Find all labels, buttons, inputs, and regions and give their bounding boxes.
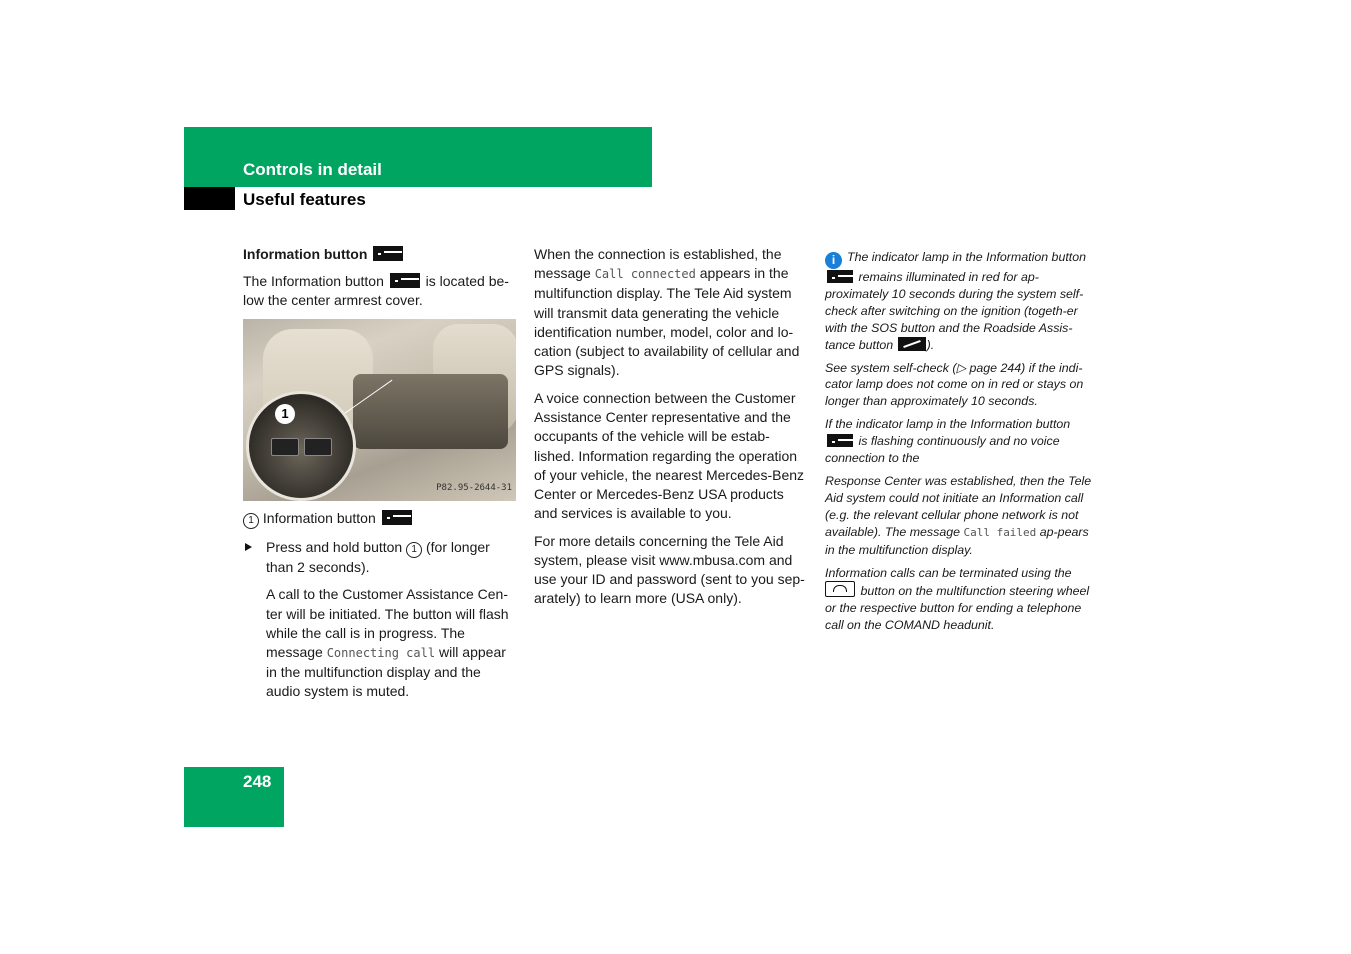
note-flashing: If the indicator lamp in the Information button is flashing continuously and no voice connection to the	[825, 417, 1071, 466]
display-message: Call connected	[594, 267, 696, 282]
connection-paragraph: When the connection is established, the message Call connected appears in the multifunction display. The Tele Aid system will transmit data generating the vehicle identification number, model, color and lo-cation (subject to availability of cellular and GPS signals).	[534, 246, 800, 379]
armrest-photo	[243, 319, 516, 501]
header-tab-marker	[184, 187, 235, 210]
column-notes	[825, 249, 1101, 640]
instruction-step: Press and hold button 1 (for longer than 2 seconds).	[243, 538, 518, 577]
information-button-icon	[373, 246, 403, 261]
voice-connection-paragraph: A voice connection between the Customer Assistance Center representative and the occupants of the vehicle will be estab-lished. Information regarding the operation of your vehicle, the nearest Mercedes-Benz Center or Mercedes-Benz USA products and services is available to you.	[534, 389, 805, 522]
intro-paragraph: The Information button is located be-low the center armrest cover.	[243, 273, 509, 309]
display-message: Connecting call	[326, 645, 436, 660]
column-left	[243, 245, 518, 710]
note-indicator-lamp: i The indicator lamp in the Information button remains illuminated in red for ap-proximately 10 seconds during the system self-check after switching on the ignition (togeth-er with the SOS button and the Roadside Assis-tance button ).	[825, 250, 1086, 352]
information-button-icon	[390, 273, 420, 288]
instruction-result: A call to the Customer Assistance Cen-ter will be initiated. The button will flash while the call is in progress. The message Connecting call will appear in the multifunction display and the audio system is muted.	[266, 586, 509, 700]
callout-number: 1	[275, 404, 295, 424]
information-button-heading: Information button	[243, 245, 518, 264]
information-button-icon	[827, 434, 853, 447]
info-icon: i	[825, 252, 842, 269]
column-middle	[534, 245, 809, 617]
button-closeup	[246, 391, 356, 501]
callout-circle: 1	[406, 542, 422, 558]
photo-caption: 1 Information button	[243, 509, 518, 529]
callout-circle: 1	[243, 513, 259, 529]
photo-code: P82.95-2644-31	[436, 482, 512, 493]
section-title: Controls in detail	[243, 160, 382, 179]
roadside-assistance-button-icon	[898, 337, 926, 351]
note-self-check: See system self-check (▷ page 244) if the indi-cator lamp does not come on in red or stays on longer than approximately 10 seconds.	[825, 360, 1084, 409]
note-call-failed: Response Center was established, then the Tele Aid system could not initiate an Information call (e.g. the relevant cellular phone network is not available). The message Call failed ap-pears in the multifunction display.	[825, 473, 1092, 557]
information-button-icon	[827, 270, 853, 283]
information-button-icon	[382, 510, 412, 525]
page-number: 248	[243, 772, 272, 791]
subsection-title: Useful features	[243, 190, 366, 209]
roadside-button-closeup	[304, 438, 332, 456]
end-call-button-icon	[825, 581, 855, 597]
information-button-closeup	[271, 438, 299, 456]
display-message: Call failed	[963, 525, 1037, 539]
note-terminate-call: Information calls can be terminated using the button on the multifunction steering wheel or the respective button for ending a telephone call on the COMAND headunit.	[825, 565, 1090, 633]
more-details-paragraph: For more details concerning the Tele Aid system, please visit www.mbusa.com and use your ID and password (sent to you sep-arately) to learn more (USA only).	[534, 532, 805, 607]
